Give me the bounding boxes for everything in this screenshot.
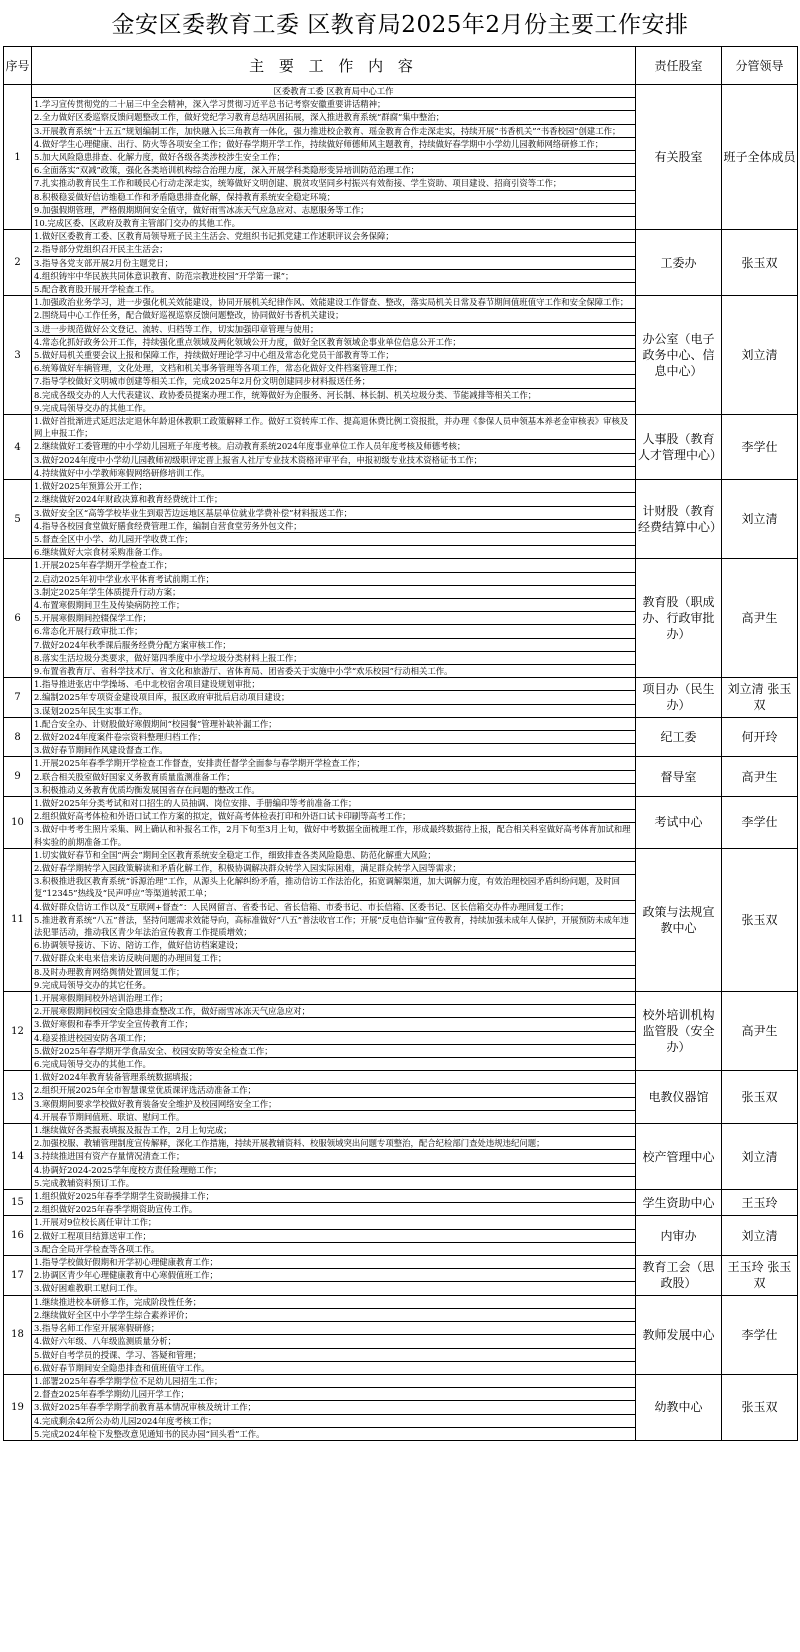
table-row — [4, 1374, 798, 1440]
work-item: 3.指导名师工作室开展寒假研修； — [32, 1322, 635, 1335]
work-item: 2.开展寒假期间校园安全隐患排查整改工作，做好雨雪冰冻天气应急应对； — [32, 1005, 635, 1018]
work-plan-table — [3, 46, 798, 1441]
responsible-office: 校产管理中心 — [636, 1124, 722, 1190]
work-item: 2.继续做好全区中小学学生综合素养评价； — [32, 1309, 635, 1322]
responsible-leader: 李学仕 — [722, 415, 798, 480]
work-item: 9.布置省教育厅、省科学技术厅、省文化和旅游厅、省体育局、团省委关于实施中小学“欢乐校园”行动相关工作。 — [34, 665, 453, 676]
responsible-leader: 高尹生 — [722, 757, 798, 797]
work-item: 1.开展2025年春季学期开学检查工作督查，安排责任督学全面参与春学期开学检查工作； — [32, 757, 635, 770]
work-item: 3.做好困难教职工慰问工作。 — [34, 1283, 143, 1294]
work-item: 2.加强校服、教辅管理制度宣传解释，深化工作措施，持续开展教辅资料、校服领域突出问题专项整治，配合纪检部门查处违规违纪问题； — [32, 1137, 635, 1150]
table-row — [4, 1124, 798, 1190]
work-item: 3.进一步规范做好公文登记、流转、归档等工作，切实加强印章管理与使用； — [32, 323, 635, 336]
work-item: 1.指导学校做好假期和开学初心理健康教育工作； — [32, 1256, 635, 1269]
work-item: 5.做好2025年春学期开学食品安全、校园安防等安全检查工作； — [32, 1045, 635, 1058]
responsible-leader: 张玉双 — [722, 1374, 798, 1440]
work-content-cell — [32, 848, 636, 991]
row-number: 16 — [4, 1216, 32, 1256]
table-row — [4, 1256, 798, 1296]
table-row — [4, 559, 798, 678]
work-item: 1.做好2024年教育装备管理系统数据填报； — [32, 1071, 635, 1084]
work-content-cell — [32, 559, 636, 678]
work-item: 2.指导部分党组织召开民主生活会； — [32, 243, 635, 256]
work-content-cell — [32, 296, 636, 415]
responsible-office: 项目办（民生办） — [636, 678, 722, 718]
work-item: 1.指导推进张店中学操场、毛中北校宿舍项目建设规划审批； — [32, 678, 635, 691]
work-item: 3.寒假期间要求学校做好教育装备安全维护及校园网络安全工作； — [32, 1098, 635, 1111]
responsible-office: 考试中心 — [636, 796, 722, 848]
work-content-cell — [32, 1071, 636, 1124]
table-row — [4, 230, 798, 296]
row-number: 12 — [4, 992, 32, 1071]
table-row — [4, 296, 798, 415]
responsible-office: 政策与法规宣教中心 — [636, 848, 722, 991]
work-item: 6.继续做好大宗食材采购准备工作。 — [34, 547, 168, 558]
work-item: 3.做好春节期间作风建设督查工作。 — [34, 745, 168, 756]
work-item: 4.开展春节期间值班、联谊、慰问工作。 — [34, 1111, 185, 1122]
row-number: 15 — [4, 1190, 32, 1216]
responsible-leader: 刘立清 张玉双 — [722, 678, 798, 718]
work-item: 3.做好2024年度中小学幼儿园教师初级职评定晋上报省人社厅专业技术资格评审平台，申报初级专业技术资格证书工作； — [32, 454, 635, 467]
row-number: 18 — [4, 1295, 32, 1374]
row-number: 5 — [4, 480, 32, 559]
work-item: 6.完成局领导交办的其他工作。 — [34, 1059, 151, 1070]
row-number: 3 — [4, 296, 32, 415]
work-item: 6.做好春节期间安全隐患排查和值班值守工作。 — [34, 1362, 210, 1373]
work-item: 1.切实做好春节和全国“两会”期间全区教育系统安全稳定工作，细致排查各类风险隐患、防范化解重大风险； — [32, 849, 635, 862]
work-item: 4.常态化抓好政务公开工作，持续强化重点领域及两化领域公开力度，做好全区教育领域企事业单位信息公开工作； — [32, 336, 635, 349]
responsible-leader: 刘立清 — [722, 480, 798, 559]
responsible-office: 学生资助中心 — [636, 1190, 722, 1216]
responsible-leader: 张玉双 — [722, 230, 798, 296]
work-item: 5.做好自考学员的授课、学习、答疑和管理； — [32, 1349, 635, 1362]
table-row — [4, 717, 798, 757]
work-item: 2.全力做好区委巡察反馈问题整改工作，做好党纪学习教育总结巩固拓展，深入推进教育系统“群腐”集中整治； — [32, 111, 635, 124]
work-item: 3.做好2025年春季学期学前教育基本情况审核及统计工作； — [32, 1401, 635, 1414]
responsible-office: 纪工委 — [636, 717, 722, 757]
work-item: 8.完成各级交办的人大代表建议、政协委员提案办理工作，统筹做好为企服务、河长制、林长制、机关垃圾分类、节能减排等相关工作； — [32, 389, 635, 402]
work-item: 1.开展对9位校长离任审计工作； — [32, 1216, 635, 1229]
work-item: 4.组织铸牢中华民族共同体意识教育、防范宗教进校园“开学第一课”； — [32, 270, 635, 283]
work-item: 1.开展2025年春学期开学检查工作； — [32, 559, 635, 572]
work-item: 4.指导各校园食堂做好膳食经费管理工作，编制自营食堂劳务外包文件； — [32, 520, 635, 533]
responsible-leader: 张玉双 — [722, 1071, 798, 1124]
work-content-cell — [32, 1190, 636, 1216]
responsible-office: 教师发展中心 — [636, 1295, 722, 1374]
work-item: 8.积极稳妥做好信访维稳工作和矛盾隐患排查化解，保持教育系统安全稳定环境； — [32, 191, 635, 204]
work-item: 9.完成局领导交办的其他工作。 — [34, 402, 151, 413]
work-item: 9.完成局领导交办的其它任务。 — [34, 979, 151, 990]
responsible-office: 督导室 — [636, 757, 722, 797]
responsible-leader: 刘立清 — [722, 1124, 798, 1190]
table-row — [4, 480, 798, 559]
work-item: 4.做好学生心理健康、出行、防火等各项安全工作；做好春学期开学工作，持续做好师德师风主题教育，持续做好春学期中小学幼儿园教师网络研修工作； — [32, 138, 635, 151]
header-office: 责任股室 — [636, 47, 722, 85]
row-number: 17 — [4, 1256, 32, 1296]
responsible-leader: 李学仕 — [722, 1295, 798, 1374]
work-item: 2.组织做好高考体检和外语口试工作方案的拟定，做好高考体检表打印和外语口试卡印刷等高考工作； — [32, 810, 635, 823]
work-content-cell — [32, 796, 636, 848]
responsible-office: 教育股（职成办、行政审批办） — [636, 559, 722, 678]
responsible-office: 电教仪器馆 — [636, 1071, 722, 1124]
work-item: 6.协调领导接访、下访、陪访工作，做好信访档案建设； — [32, 939, 635, 952]
work-item: 8.及时办理教育网络舆情处置回复工作； — [32, 966, 635, 979]
table-row — [4, 678, 798, 718]
responsible-office: 有关股室 — [636, 85, 722, 230]
work-item: 1.部署2025年春季学期学位不足幼儿园招生工作； — [32, 1375, 635, 1388]
responsible-leader: 班子全体成员 — [722, 85, 798, 230]
work-content-cell — [32, 1124, 636, 1190]
row-number: 10 — [4, 796, 32, 848]
work-item: 3.积极推进我区教育系统“诉源治理”工作，从源头上化解纠纷矛盾，推动信访工作法治化，拓宽调解渠道，加大调解力度，有效治理校园矛盾纠纷问题，及时回复“12345”热线及“民声呼应”等渠道转派工单； — [32, 875, 635, 900]
work-item: 2.督查2025年春季学期幼儿园开学工作； — [32, 1388, 635, 1401]
work-content-cell — [32, 757, 636, 797]
responsible-office: 校外培训机构监管股（安全办） — [636, 992, 722, 1071]
work-item: 5.推进教育系统“八五”普法，坚持问题需求效能导向，高标准做好“八五”普法收官工作；开展“反电信诈骗”宣传教育，持续加强未成年人保护，开展预防未成年违法犯罪活动，推动我区青少年法治宣传教育工作提质增效； — [32, 914, 635, 939]
work-item: 6.常态化开展行政审批工作； — [32, 625, 635, 638]
work-item: 1.学习宣传贯彻党的二十届三中全会精神，深入学习贯彻习近平总书记考察安徽重要讲话精神； — [32, 98, 635, 111]
work-item: 7.做好群众来电来信来访反映问题的办理回复工作； — [32, 952, 635, 965]
responsible-leader: 高尹生 — [722, 992, 798, 1071]
header-leader: 分管领导 — [722, 47, 798, 85]
work-item: 1.加强政治业务学习，进一步强化机关效能建设，协同开展机关纪律作风、效能建设工作督查、整改，落实局机关日常及春节期间值班值守工作和安全保障工作； — [32, 296, 635, 309]
work-item: 4.持续做好中小学教师寒假网络研修培训工作。 — [34, 467, 210, 478]
work-item: 2.继续做好工委管理的中小学幼儿园班子年度考核。启动教育系统2024年度事业单位工作人员年度考核及师德考核； — [32, 440, 635, 453]
responsible-leader: 李学仕 — [722, 796, 798, 848]
work-item: 2.编制2025年专项资金建设项目库，报区政府审批后启动项目建设； — [32, 691, 635, 704]
work-item: 7.指导学校做好文明城市创建等相关工作，完成2025年2月份文明创建同步材料报送任务； — [32, 375, 635, 388]
work-item: 10.完成区委、区政府及教育主管部门交办的其他工作。 — [34, 218, 240, 229]
responsible-leader: 王玉玲 张玉双 — [722, 1256, 798, 1296]
responsible-leader: 高尹生 — [722, 559, 798, 678]
header-content: 主 要 工 作 内 容 — [32, 47, 636, 85]
work-item: 2.组织开展2025年全市智慧课堂优质课评选活动准备工作； — [32, 1084, 635, 1097]
table-row — [4, 85, 798, 230]
work-item: 2.协调区青少年心理健康教育中心寒假值班工作； — [32, 1269, 635, 1282]
work-item: 1.继续做好各类报表填报及报告工作，2月上旬完成； — [32, 1124, 635, 1137]
table-body — [4, 85, 798, 1441]
table-row — [4, 1216, 798, 1256]
work-item: 9.加强假期管理，严格假期期间安全值守，做好雨雪冰冻天气应急应对、志愿服务等工作； — [32, 204, 635, 217]
work-item: 3.配合全局开学检查等各项工作。 — [34, 1243, 160, 1254]
work-item: 1.做好2025年分类考试和对口招生的人员抽调、岗位安排、手册编印等考前准备工作； — [32, 797, 635, 810]
work-content-cell — [32, 480, 636, 559]
work-item: 4.完成剩余42所公办幼儿园2024年度考核工作； — [32, 1415, 635, 1428]
work-item: 7.做好2024年秋季课后服务经费分配方案审核工作； — [32, 639, 635, 652]
responsible-leader: 刘立清 — [722, 296, 798, 415]
work-item: 8.落实生活垃圾分类要求，做好第四季度中小学垃圾分类材料上报工作； — [32, 652, 635, 665]
work-item: 2.继续做好2024年财政决算和教育经费统计工作； — [32, 493, 635, 506]
work-item: 1.继续推进校本研修工作，完成阶段性任务； — [32, 1296, 635, 1309]
work-item: 2.做好春学期转学入园政策解读和矛盾化解工作，积极协调解决群众转学入园实际困难，满足群众转学入园等需求； — [32, 862, 635, 875]
work-item: 2.联合相关股室做好国家义务教育质量监测准备工作； — [32, 771, 635, 784]
work-item: 1.做好区委教育工委、区教育局领导班子民主生活会、党组织书记抓党建工作述职评议会务保障； — [32, 230, 635, 243]
table-row — [4, 757, 798, 797]
row-number: 13 — [4, 1071, 32, 1124]
work-content-cell — [32, 1374, 636, 1440]
table-row — [4, 848, 798, 991]
responsible-office: 计财股（教育经费结算中心） — [636, 480, 722, 559]
work-item: 3.开展教育系统“十五五”规划编制工作，加快融入长三角教育一体化，强力推进校企教育、瑶金教育合作走深走实，持续开展“书香机关”“书香校园”创建工作； — [32, 125, 635, 138]
work-content-cell — [32, 415, 636, 480]
work-item: 2.做好工程项目结算送审工作； — [32, 1230, 635, 1243]
responsible-leader: 刘立清 — [722, 1216, 798, 1256]
work-item: 5.做好局机关重要会议上报和保障工作，持续做好理论学习中心组及常态化党员干部教育等工作； — [32, 349, 635, 362]
row-number: 7 — [4, 678, 32, 718]
responsible-leader: 张玉双 — [722, 848, 798, 991]
work-item: 3.做好寒假和春季开学安全宣传教育工作； — [32, 1018, 635, 1031]
work-item: 1.配合安全办、计财股做好寒假期间“校园餐”管理补缺补漏工作； — [32, 718, 635, 731]
work-item: 2.做好2024年度案件卷宗资料整理归档工作； — [32, 731, 635, 744]
row-number: 11 — [4, 848, 32, 991]
work-content-cell — [32, 230, 636, 296]
work-item: 1.组织做好2025年春季学期学生资助摸排工作； — [32, 1190, 635, 1203]
work-item: 2.组织做好2025年春季学期资助宣传工作。 — [34, 1204, 198, 1215]
responsible-office: 教育工会（思政股） — [636, 1256, 722, 1296]
work-content-cell — [32, 678, 636, 718]
section-subheading: 区委教育工委 区教育局中心工作 — [32, 85, 635, 98]
row-number: 4 — [4, 415, 32, 480]
responsible-office: 幼教中心 — [636, 1374, 722, 1440]
work-content-cell — [32, 1216, 636, 1256]
table-row — [4, 1295, 798, 1374]
work-item: 6.统筹做好车辆管理，文化处理，文档和机关事务管理等各项工作，常态化做好文件档案管理工作； — [32, 362, 635, 375]
work-content-cell — [32, 717, 636, 757]
work-item: 4.协调好2024-2025学年度校方责任险理赔工作； — [32, 1164, 635, 1177]
header-no: 序号 — [4, 47, 32, 85]
work-item: 2.启动2025年初中学业水平体育考试前期工作； — [32, 573, 635, 586]
responsible-office: 办公室（电子政务中心、信息中心） — [636, 296, 722, 415]
row-number: 2 — [4, 230, 32, 296]
work-content-cell — [32, 992, 636, 1071]
work-content-cell — [32, 1295, 636, 1374]
work-item: 3.谋划2025年民生实事工作。 — [34, 705, 148, 716]
work-item: 5.完成教辅资料预订工作。 — [34, 1177, 135, 1188]
table-row — [4, 796, 798, 848]
work-content-cell — [32, 85, 636, 230]
table-header-row — [4, 47, 798, 85]
row-number: 14 — [4, 1124, 32, 1190]
row-number: 8 — [4, 717, 32, 757]
work-content-cell — [32, 1256, 636, 1296]
work-item: 1.做好首批渐进式延迟法定退休年龄退休教职工政策解释工作。做好工资转库工作、提高退休费比例工资报批，并办理《参保人员申领基本养老金审核表》审核及网上申报工作； — [32, 415, 635, 440]
work-item: 3.做好中考考生照片采集、网上确认和补报名工作，2月下旬至3月上旬，做好中考数据全面梳理工作，形成最终数据待上报，配合相关科室做好高考体育加试和理科实验的前期准备工作。 — [34, 824, 631, 847]
work-item: 5.开展寒假期间控辍保学工作； — [32, 612, 635, 625]
work-item: 7.扎实推动教育民生工作和暖民心行动走深走实，统筹做好文明创建、脱贫攻坚同乡村振兴有效衔接、学生资助、项目建设、招商引资等工作； — [32, 177, 635, 190]
work-item: 3.持续推进国有资产存量情况清查工作； — [32, 1150, 635, 1163]
responsible-leader: 王玉玲 — [722, 1190, 798, 1216]
row-number: 6 — [4, 559, 32, 678]
work-item: 4.做好六年级、八年级监测质量分析； — [32, 1335, 635, 1348]
work-item: 5.完成2024年检下发整改意见通知书的民办园“回头看”工作。 — [34, 1428, 265, 1439]
row-number: 19 — [4, 1374, 32, 1440]
table-row — [4, 992, 798, 1071]
work-item: 4.布置寒假期间卫生及传染病防控工作； — [32, 599, 635, 612]
work-item: 1.开展寒假期间校外培训治理工作； — [32, 992, 635, 1005]
table-row — [4, 415, 798, 480]
work-item: 5.加大风险隐患排查、化解力度，做好各级各类涉校涉生安全工作； — [32, 151, 635, 164]
responsible-office: 工委办 — [636, 230, 722, 296]
table-row — [4, 1190, 798, 1216]
row-number: 9 — [4, 757, 32, 797]
responsible-office: 人事股（教育人才管理中心） — [636, 415, 722, 480]
responsible-leader: 何开玲 — [722, 717, 798, 757]
work-item: 3.制定2025年学生体质提升行动方案； — [32, 586, 635, 599]
work-item: 3.指导各党支部开展2月份主题党日； — [32, 257, 635, 270]
work-item: 3.积极推动义务教育优质均衡发展国省存在问题的整改工作。 — [34, 784, 260, 795]
work-item: 5.督查全区中小学、幼儿园开学收费工作； — [32, 533, 635, 546]
work-item: 3.做好安全区“高等学校毕业生到艰苦边远地区基层单位就业学费补偿”材料报送工作； — [32, 507, 635, 520]
responsible-office: 内审办 — [636, 1216, 722, 1256]
work-item: 2.围绕局中心工作任务，配合做好巡视巡察反馈问题整改，协同做好书香机关建设； — [32, 309, 635, 322]
work-item: 5.配合教育股开展开学检查工作。 — [34, 284, 160, 295]
row-number: 1 — [4, 85, 32, 230]
work-item: 1.做好2025年预算公开工作； — [32, 480, 635, 493]
page-title: 金安区委教育工委 区教育局2025年2月份主要工作安排 — [111, 12, 689, 38]
work-item: 6.全面落实“双减”政策，强化各类培训机构综合治理力度，深入开展学科类隐形变异培训防范治理工作； — [32, 164, 635, 177]
work-item: 4.稳妥推进校园安防各项工作； — [32, 1032, 635, 1045]
work-item: 4.做好群众信访工作以及“互联网+督查”：人民网留言、省委书记、省长信箱、市委书记、市长信箱、区委书记、区长信箱交办件办理回复工作； — [32, 901, 635, 914]
table-row — [4, 1071, 798, 1124]
